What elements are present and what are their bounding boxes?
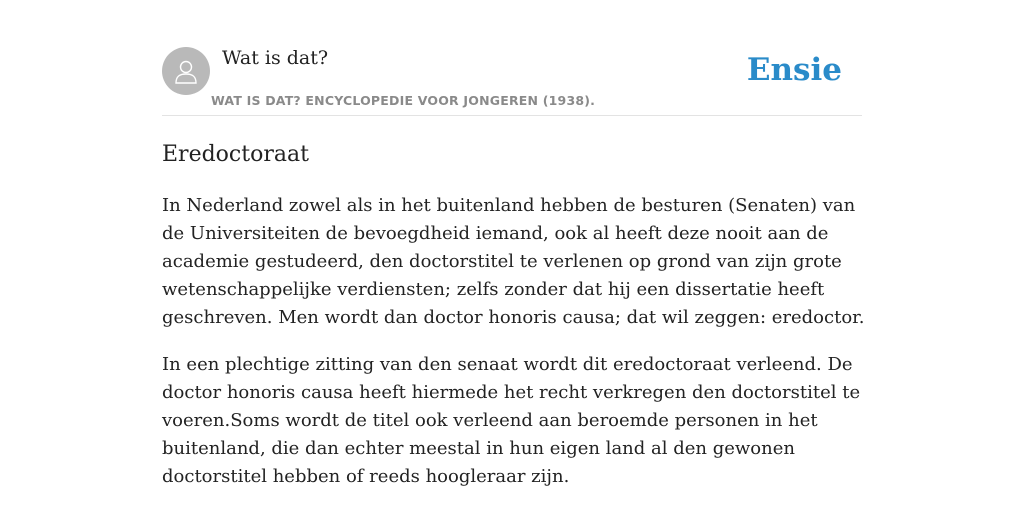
- article-paragraph: In een plechtige zitting van den senaat wordt dit eredoctoraat verleend. De doctor honoris causa heeft hiermede het recht verkregen den doctorstitel te voeren.Soms wordt de titel ook verleend aan beroemde personen in het buitenland, die dan echter meestal in hun eigen land al den gewonen doctorstitel hebben of reeds hoogleraar zijn.: [162, 354, 861, 487]
- source-subtitle: WAT IS DAT? ENCYCLOPEDIE VOOR JONGEREN (1938).: [211, 93, 596, 108]
- source-header: [162, 0, 862, 116]
- source-name-link[interactable]: Wat is dat?: [222, 47, 329, 69]
- user-avatar-icon: [171, 56, 201, 86]
- avatar[interactable]: [162, 47, 210, 95]
- article-card: [162, 0, 865, 487]
- article-title: Eredoctoraat: [162, 142, 309, 167]
- ensie-logo[interactable]: Ensie: [746, 52, 842, 88]
- article-paragraph: In Nederland zowel als in het buitenland hebben de besturen (Senaten) van de Universiteiten de bevoegdheid iemand, ook al heeft deze nooit aan de academie gestudeerd, den doctorstitel te verlenen op grond van zijn grote wetenschappelijke verdiensten; zelfs zonder dat hij een dissertatie heeft geschreven. Men wordt dan doctor honoris causa; dat wil zeggen: eredoctor.: [162, 195, 865, 328]
